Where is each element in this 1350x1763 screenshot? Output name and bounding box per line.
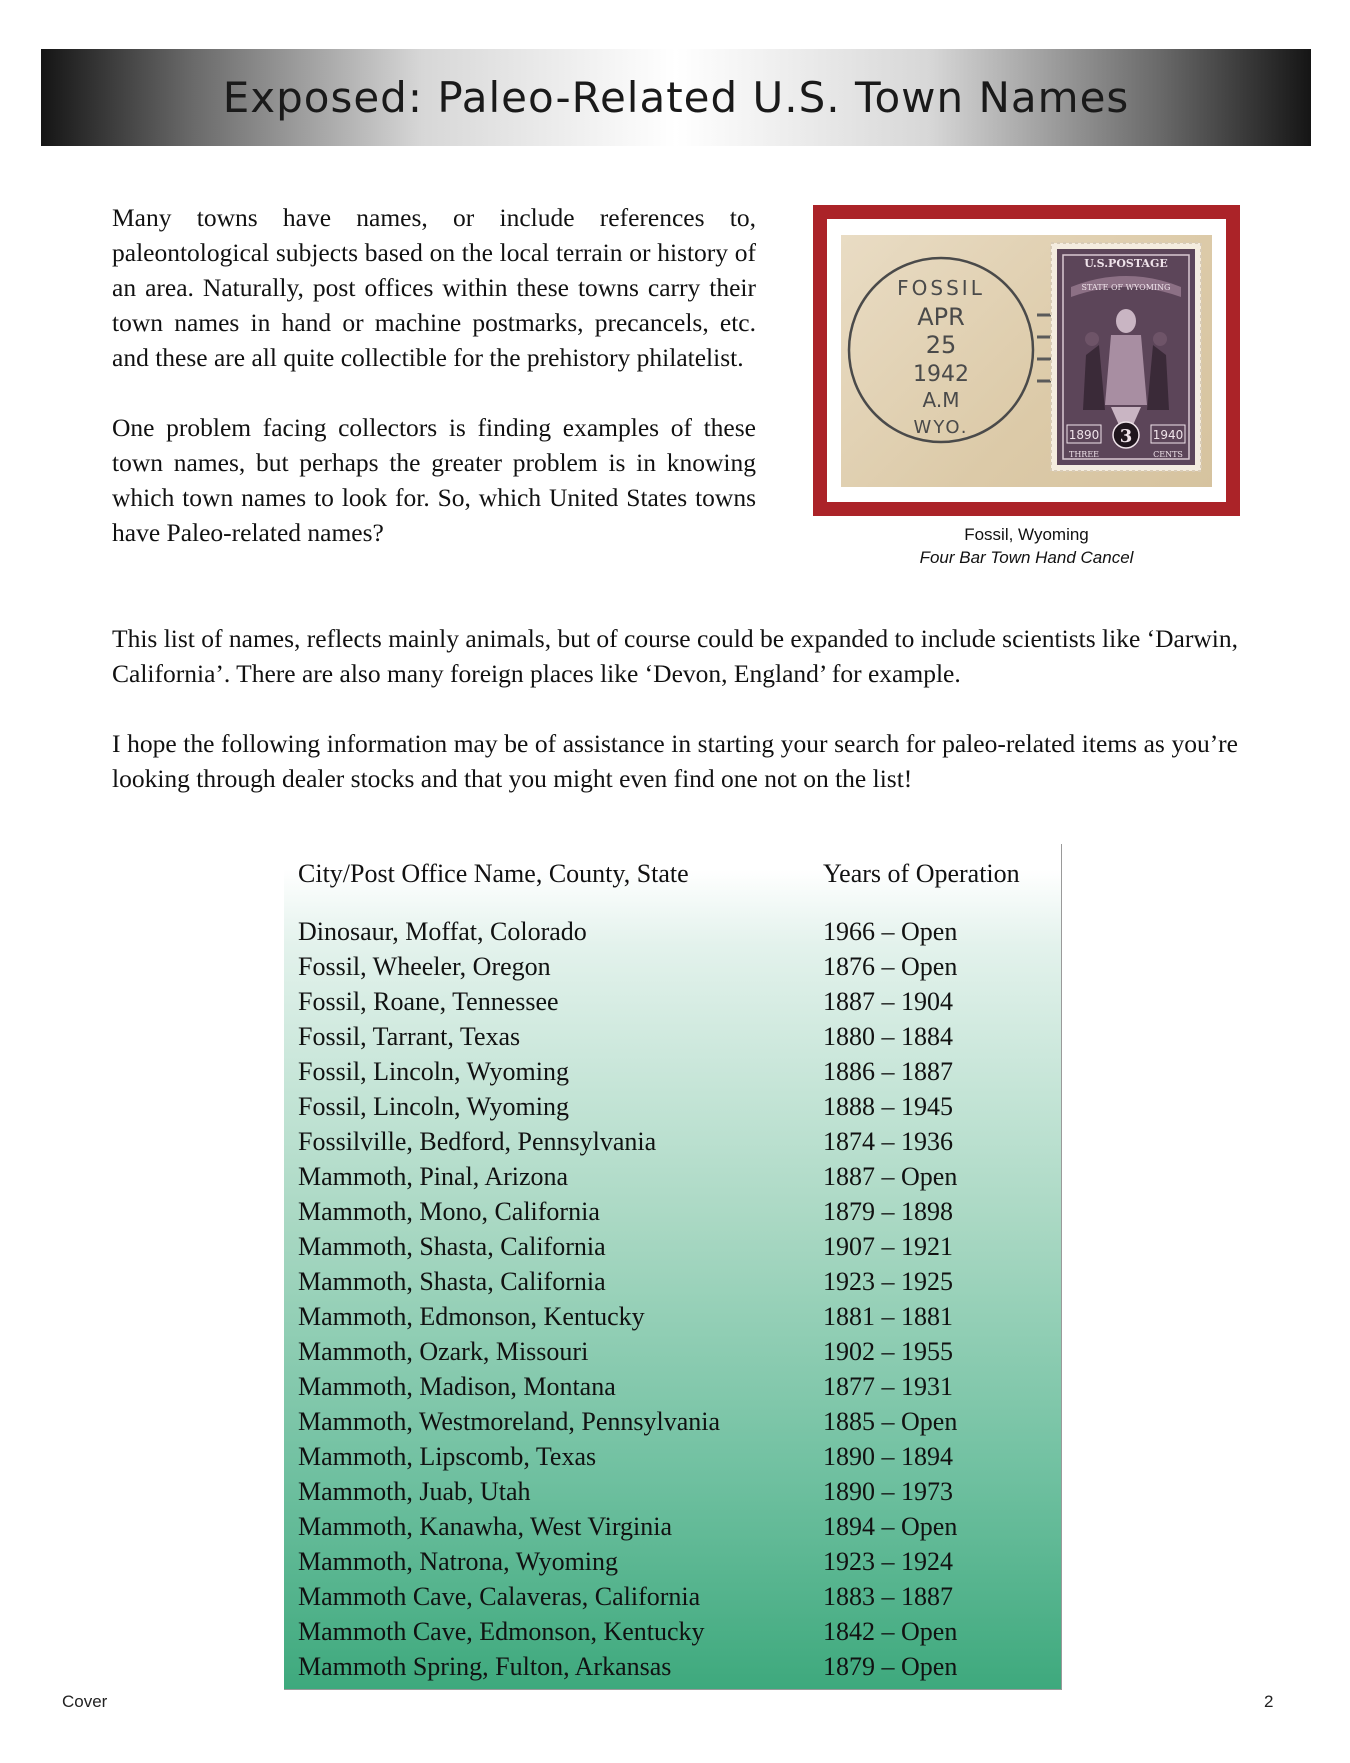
postmark-photo-frame xyxy=(813,205,1240,516)
years-cell: 1879 – 1898 xyxy=(823,1197,953,1226)
table-row xyxy=(298,914,1061,949)
paragraph-2: One problem facing collectors is finding examples of these town names, but perhaps the greater problem is in knowing which town names to look for. So, which United States towns have Paleo-related names? xyxy=(112,413,756,547)
stamp-value-left: THREE xyxy=(1068,450,1100,459)
years-cell: 1907 – 1921 xyxy=(823,1232,953,1261)
years-cell: 1877 – 1931 xyxy=(823,1372,953,1401)
town-name-cell: Mammoth, Ozark, Missouri xyxy=(298,1337,589,1366)
town-name-cell: Fossil, Wheeler, Oregon xyxy=(298,952,551,981)
town-name-cell: Mammoth, Natrona, Wyoming xyxy=(298,1547,619,1576)
page-title: Exposed: Paleo-Related U.S. Town Names xyxy=(222,73,1130,122)
table-row xyxy=(298,1544,1061,1579)
postmark-state: WYO. xyxy=(913,417,969,438)
stamp-value: 3 xyxy=(1119,426,1133,447)
stamp xyxy=(1051,243,1201,471)
table-row xyxy=(298,1614,1061,1649)
postmark-year: 1942 xyxy=(913,362,969,387)
years-cell: 1883 – 1887 xyxy=(823,1582,953,1611)
years-cell: 1880 – 1884 xyxy=(823,1022,953,1051)
years-cell: 1894 – Open xyxy=(823,1512,958,1541)
town-name-cell: Mammoth, Pinal, Arizona xyxy=(298,1162,569,1191)
table-row xyxy=(298,1159,1061,1194)
town-name-cell: Mammoth, Shasta, California xyxy=(298,1232,606,1261)
header-name: City/Post Office Name, County, State xyxy=(298,859,689,888)
town-name-cell: Mammoth Spring, Fulton, Arkansas xyxy=(298,1652,672,1681)
town-name-cell: Mammoth Cave, Edmonson, Kentucky xyxy=(298,1617,705,1646)
town-name-cell: Mammoth, Mono, California xyxy=(298,1197,600,1226)
postmark-month: APR xyxy=(917,303,965,331)
header-years: Years of Operation xyxy=(823,859,1020,888)
years-cell: 1887 – 1904 xyxy=(823,987,953,1016)
years-cell: 1874 – 1936 xyxy=(823,1127,953,1156)
table-row xyxy=(298,949,1061,984)
years-cell: 1842 – Open xyxy=(823,1617,958,1646)
table-row xyxy=(298,1334,1061,1369)
town-name-cell: Fossil, Tarrant, Texas xyxy=(298,1022,521,1051)
postmark-time: A.M xyxy=(922,388,960,412)
table-header xyxy=(298,854,1061,894)
years-cell: 1966 – Open xyxy=(823,917,958,946)
table-row xyxy=(298,1264,1061,1299)
table-row xyxy=(298,984,1061,1019)
town-name-cell: Mammoth Cave, Calaveras, California xyxy=(298,1582,701,1611)
years-cell: 1902 – 1955 xyxy=(823,1337,953,1366)
page-number: 2 xyxy=(1264,1692,1274,1711)
years-cell: 1923 – 1924 xyxy=(823,1547,953,1576)
table-row xyxy=(298,1369,1061,1404)
table-row xyxy=(298,1579,1061,1614)
table-row xyxy=(298,1019,1061,1054)
stamp-banner-text: STATE OF WYOMING xyxy=(1081,283,1171,292)
town-name-cell: Fossil, Roane, Tennessee xyxy=(298,987,559,1016)
photo-caption xyxy=(813,523,1240,569)
town-name-cell: Mammoth, Westmoreland, Pennsylvania xyxy=(298,1407,721,1436)
table-row xyxy=(298,1439,1061,1474)
footer-section-label: Cover xyxy=(62,1692,108,1711)
table-row xyxy=(298,1089,1061,1124)
town-name-cell: Mammoth, Kanawha, West Virginia xyxy=(298,1512,673,1541)
cover-illustration xyxy=(841,235,1212,487)
town-name-cell: Mammoth, Shasta, California xyxy=(298,1267,606,1296)
postmark-town: FOSSIL xyxy=(897,276,985,300)
table-body xyxy=(298,914,1061,1684)
table-row xyxy=(298,1124,1061,1159)
stamp-year-left: 1890 xyxy=(1068,428,1100,442)
stamp-value-right: CENTS xyxy=(1153,450,1183,459)
paragraph-4: I hope the following information may be of assistance in starting your search for paleo-related items as you’re looking through dealer stocks and that you might even find one not on the list! xyxy=(112,729,1238,793)
town-name-cell: Mammoth, Madison, Montana xyxy=(298,1372,616,1401)
town-names-table xyxy=(284,844,1062,1690)
years-cell: 1890 – 1894 xyxy=(823,1442,953,1471)
town-name-cell: Fossil, Lincoln, Wyoming xyxy=(298,1092,569,1121)
years-cell: 1888 – 1945 xyxy=(823,1092,953,1121)
title-banner xyxy=(41,49,1311,146)
postmark-day: 25 xyxy=(925,331,957,359)
table-row xyxy=(298,1229,1061,1264)
town-name-cell: Fossilville, Bedford, Pennsylvania xyxy=(298,1127,657,1156)
town-name-cell: Mammoth, Lipscomb, Texas xyxy=(298,1442,597,1471)
postmark-photo xyxy=(841,235,1212,487)
years-cell: 1890 – 1973 xyxy=(823,1477,953,1506)
years-cell: 1876 – Open xyxy=(823,952,958,981)
table-row xyxy=(298,1054,1061,1089)
paragraph-3: This list of names, reflects mainly animals, but of course could be expanded to include scientists like ‘Darwin, California’. There are also many foreign places like ‘Devon, England’ for example. xyxy=(112,624,1238,688)
town-name-cell: Fossil, Lincoln, Wyoming xyxy=(298,1057,569,1086)
intro-text xyxy=(112,200,756,585)
years-cell: 1885 – Open xyxy=(823,1407,958,1436)
stamp-top-text: U.S.POSTAGE xyxy=(1084,257,1168,270)
years-cell: 1923 – 1925 xyxy=(823,1267,953,1296)
table-row xyxy=(298,1649,1061,1684)
caption-subtitle: Four Bar Town Hand Cancel xyxy=(919,548,1134,567)
table-row xyxy=(298,1194,1061,1229)
table-row xyxy=(298,1299,1061,1334)
years-cell: 1881 – 1881 xyxy=(823,1302,953,1331)
years-cell: 1879 – Open xyxy=(823,1652,958,1681)
stamp-year-right: 1940 xyxy=(1152,428,1184,442)
table-row xyxy=(298,1404,1061,1439)
years-cell: 1886 – 1887 xyxy=(823,1057,953,1086)
town-name-cell: Mammoth, Juab, Utah xyxy=(298,1477,531,1506)
table-row xyxy=(298,1474,1061,1509)
paragraph-1: Many towns have names, or include references to, paleontological subjects based on the local terrain or history of an area. Naturally, post offices within these towns carry their town names in hand or machine postmarks, precancels, etc. and these are all quite collectible for the prehistory philatelist. xyxy=(112,203,756,372)
town-name-cell: Mammoth, Edmonson, Kentucky xyxy=(298,1302,645,1331)
caption-title: Fossil, Wyoming xyxy=(964,525,1089,544)
table-row xyxy=(298,1509,1061,1544)
town-name-cell: Dinosaur, Moffat, Colorado xyxy=(298,917,587,946)
years-cell: 1887 – Open xyxy=(823,1162,958,1191)
